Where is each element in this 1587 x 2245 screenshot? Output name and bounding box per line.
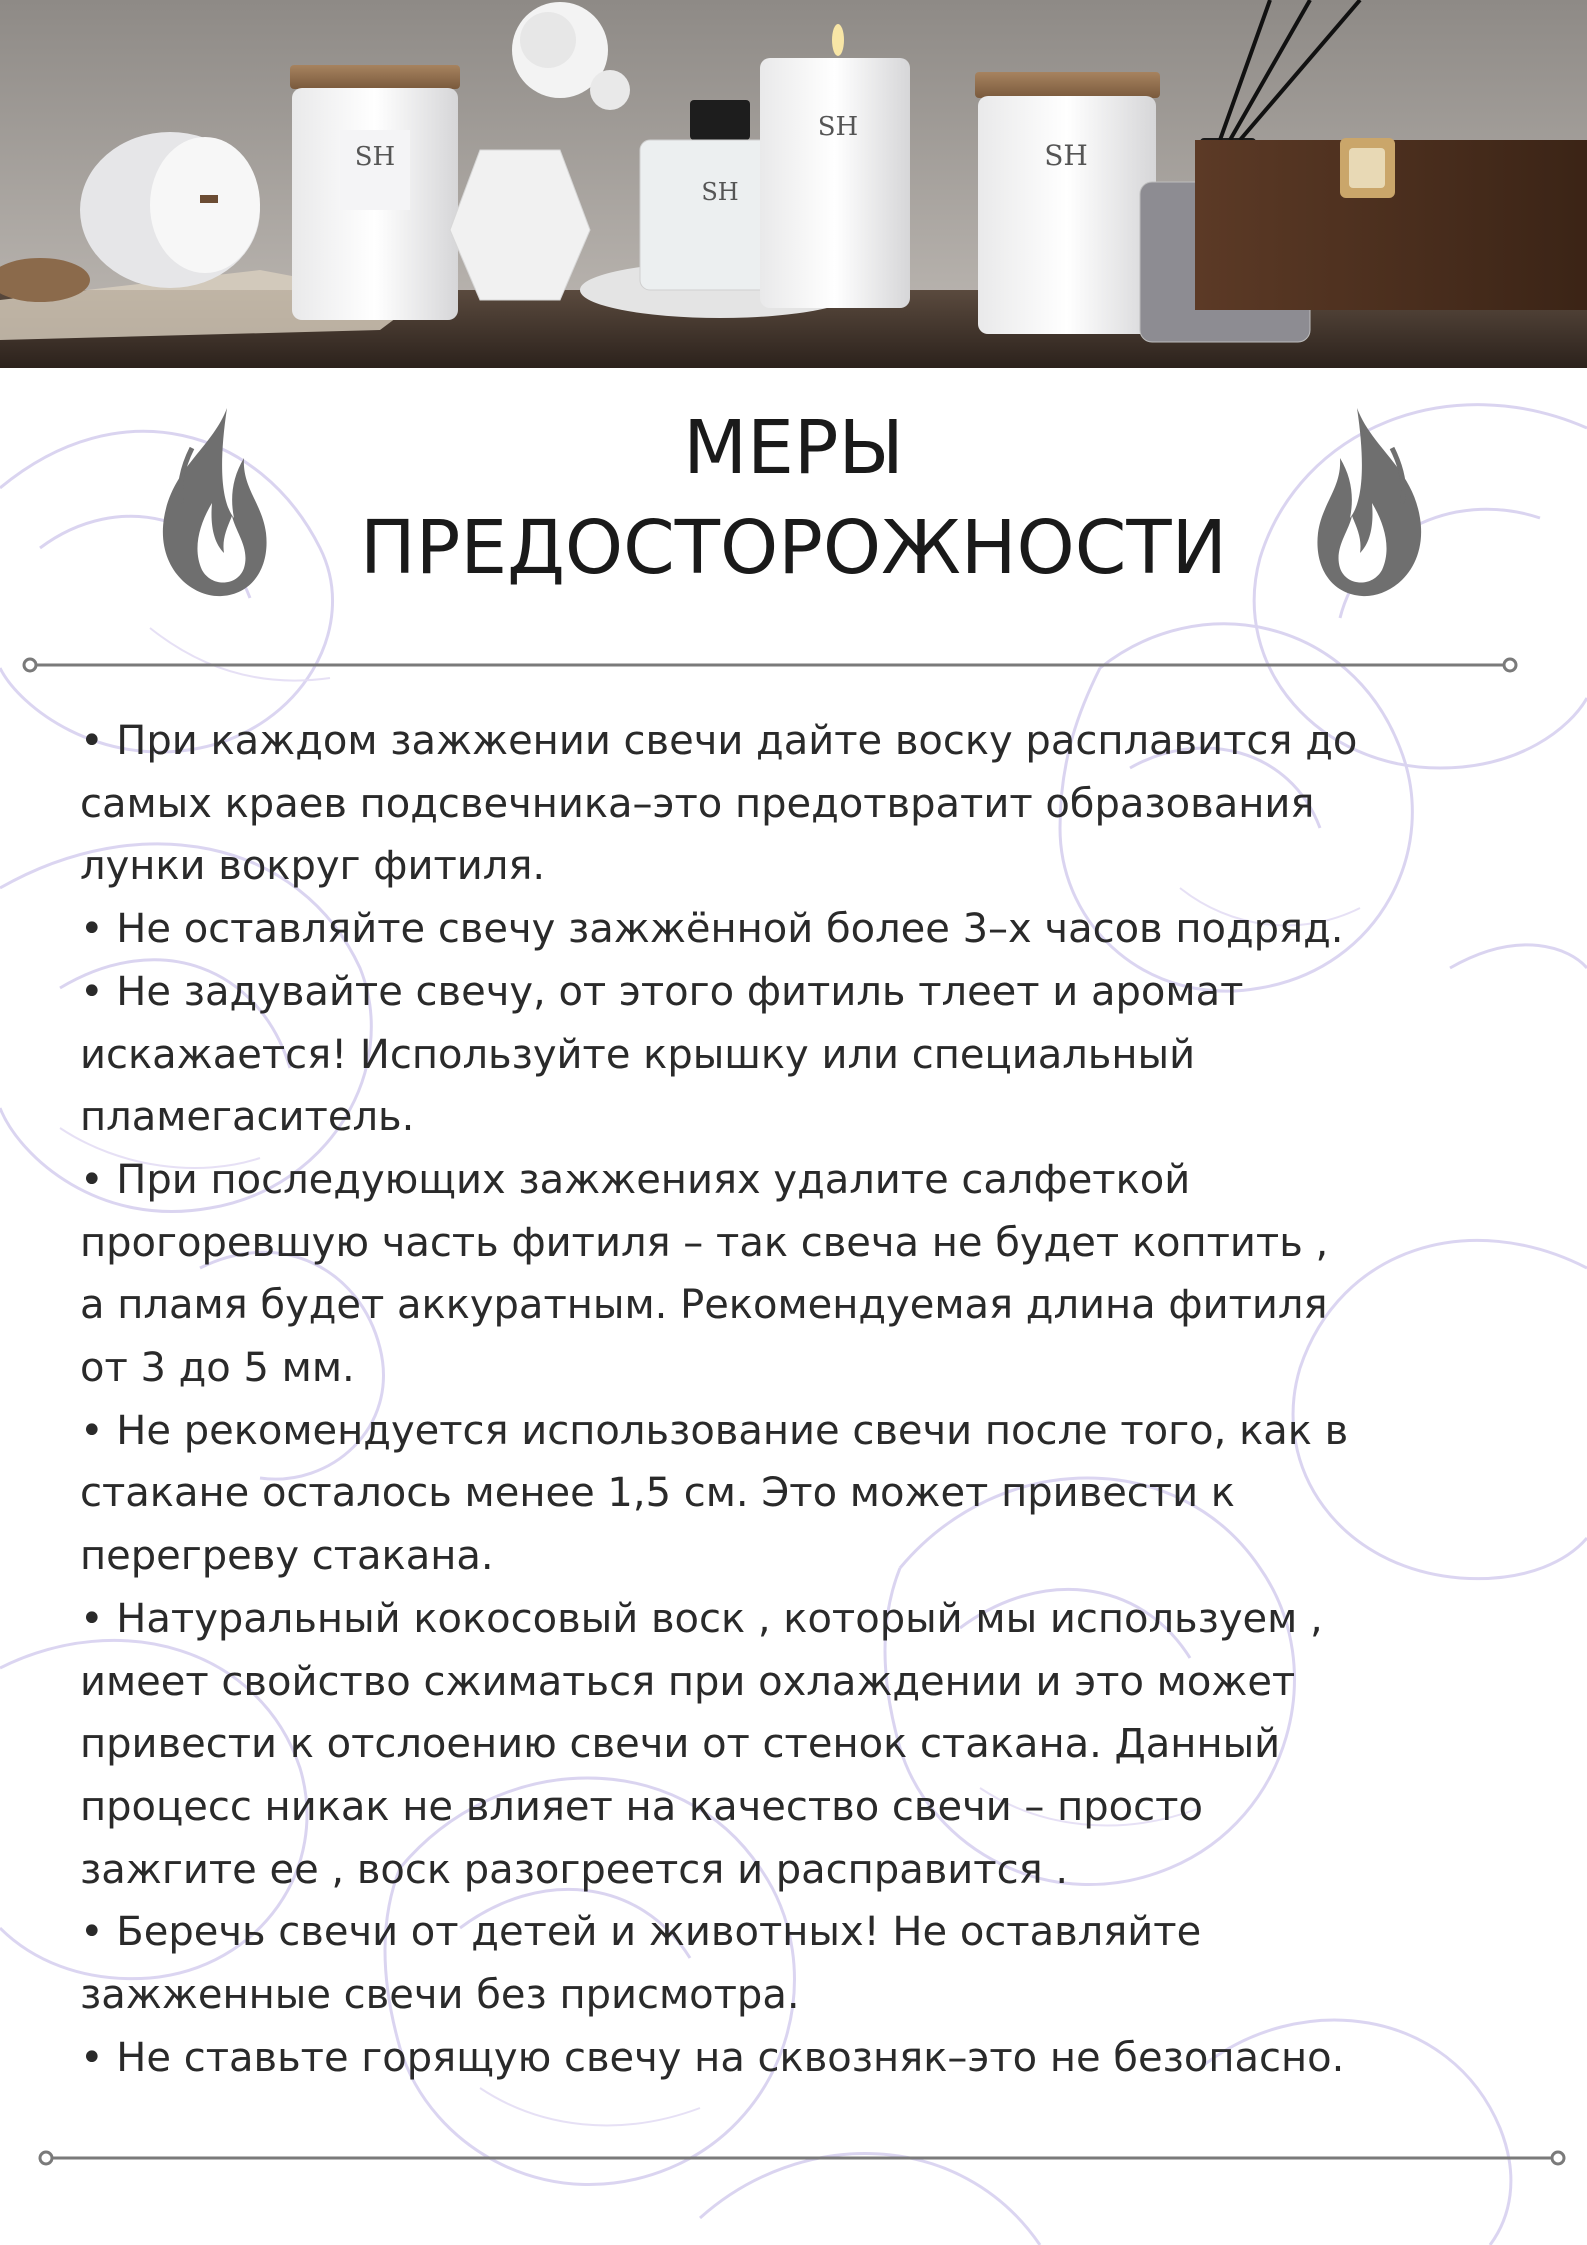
text-line: привести к отслоению свечи от стенок стакана. Данный — [80, 1721, 1281, 1768]
text-line: а пламя будет аккуратным. Рекомендуемая длина фитиля — [80, 1282, 1328, 1329]
text-line: пламегаситель. — [80, 1094, 415, 1141]
title-line-2: ПРЕДОСТОРОЖНОСТИ — [360, 505, 1227, 591]
text-line: имеет свойство сжиматься при охлаждении и это может — [80, 1658, 1296, 1705]
svg-text:SH: SH — [701, 178, 739, 206]
text-line: перегреву стакана. — [80, 1533, 494, 1580]
text-line: от 3 до 5 мм. — [80, 1345, 355, 1392]
text-line: зажженные свечи без присмотра. — [80, 1972, 800, 2019]
svg-text:SH: SH — [1044, 139, 1088, 172]
text-line: • При последующих зажжениях удалите салфеткой — [80, 1156, 1191, 1203]
text-line: процесс никак не влияет на качество свечи – просто — [80, 1783, 1203, 1830]
text-line: • Не рекомендуется использование свечи после того, как в — [80, 1407, 1349, 1454]
text-line: • Не задувайте свечу, от этого фитиль тлеет и аромат — [80, 968, 1244, 1015]
svg-text:SH: SH — [354, 142, 396, 172]
text-line: стакане осталось менее 1,5 см. Это может привести к — [80, 1470, 1235, 1517]
bottom-divider — [36, 2148, 1568, 2168]
header-photo — [0, 0, 1587, 368]
text-line: прогоревшую часть фитиля – так свеча не будет коптить , — [80, 1219, 1329, 1266]
text-line: искажается! Используйте крышку или специальный — [80, 1031, 1196, 1078]
text-line: • Не оставляйте свечу зажжённой более 3–х часов подряд. — [80, 906, 1344, 953]
title-line-1: МЕРЫ — [683, 405, 904, 491]
text-line: зажгите ее , воск разогреется и расправится . — [80, 1846, 1069, 1893]
precautions-text — [80, 710, 1520, 2089]
text-line: • Не ставьте горящую свечу на сквозняк–это не безопасно. — [80, 2034, 1345, 2081]
text-line: • Натуральный кокосовый воск , который мы используем , — [80, 1595, 1323, 1642]
text-line: • Беречь свечи от детей и животных! Не оставляйте — [80, 1909, 1202, 1956]
svg-text:SH: SH — [817, 112, 859, 142]
text-line: лунки вокруг фитиля. — [80, 843, 546, 890]
text-line: • При каждом зажжении свечи дайте воску расплавится до — [80, 718, 1358, 764]
candles-photo — [0, 0, 1587, 368]
text-line: самых краев подсвечника–это предотвратит образования — [80, 780, 1315, 827]
page-title — [0, 398, 1587, 598]
top-divider — [20, 655, 1520, 675]
